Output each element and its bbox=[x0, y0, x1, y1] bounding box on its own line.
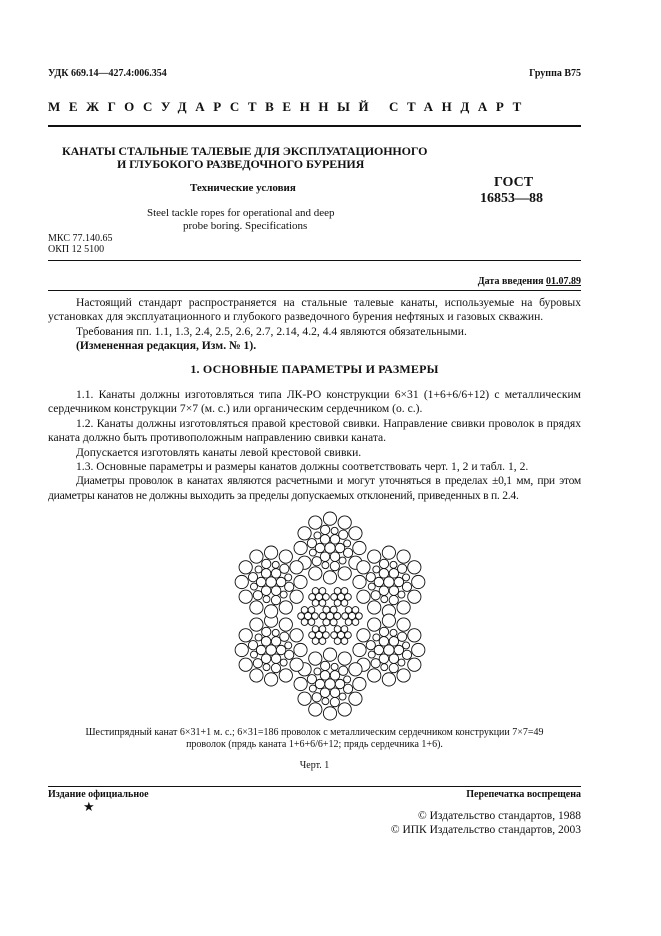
core-strand-wire bbox=[334, 638, 341, 645]
clause-1-1: 1.1. Канаты должны изготовляться типа ЛК-РО конструкции 6×31 (1+6+6/6+12) с металлическим сердечником конструкции 7×7 (м. с.) или органическим сердечником (о. с.). bbox=[48, 388, 581, 416]
core-strand-wire bbox=[356, 613, 363, 620]
document-title-line2: И ГЛУБОКОГО РАЗВЕДОЧНОГО БУРЕНИЯ bbox=[117, 157, 365, 171]
outer-strand-wire bbox=[330, 552, 340, 562]
core-strand-wire bbox=[334, 600, 341, 607]
outer-strand-wire bbox=[312, 557, 321, 566]
core-strand-wire bbox=[323, 632, 330, 639]
outer-strand-outer-wire bbox=[323, 512, 336, 525]
outer-strand-outer-wire bbox=[264, 673, 277, 686]
intro-date-label: Дата введения bbox=[477, 276, 544, 287]
outer-strand-outer-wire bbox=[309, 703, 322, 716]
outer-strand-wire bbox=[339, 530, 348, 539]
outer-strand-wire bbox=[390, 561, 397, 568]
outer-strand-outer-wire bbox=[239, 590, 252, 603]
outer-strand-wire bbox=[280, 659, 287, 666]
outer-strand-wire bbox=[344, 540, 351, 547]
outer-strand-outer-wire bbox=[264, 546, 277, 559]
intro-block bbox=[48, 296, 581, 354]
core-strand-wire bbox=[334, 588, 341, 595]
outer-strand-outer-wire bbox=[239, 629, 252, 642]
outer-strand-outer-wire bbox=[338, 703, 351, 716]
core-strand-wire bbox=[323, 606, 330, 613]
outer-strand-wire bbox=[280, 632, 289, 641]
clause-1-2-note: Допускается изготовлять канаты левой крестовой свивки. bbox=[76, 445, 362, 459]
okp-code: ОКП 12 5100 bbox=[48, 244, 105, 255]
outer-strand-wire bbox=[368, 583, 375, 590]
core-strand-wire bbox=[323, 619, 330, 626]
figure-caption-line2: проволок (прядь каната 1+6+6/6+12; прядь сердечника 1+6). bbox=[186, 739, 443, 750]
outer-strand-wire bbox=[389, 595, 398, 604]
outer-strand-outer-wire bbox=[279, 669, 292, 682]
core-strand-wire bbox=[309, 632, 316, 639]
outer-strand-wire bbox=[248, 573, 257, 582]
outer-strand-wire bbox=[371, 591, 380, 600]
rope-cross-section-figure bbox=[225, 511, 435, 721]
core-strand-wire bbox=[319, 600, 326, 607]
outer-strand-outer-wire bbox=[309, 516, 322, 529]
outer-strand-outer-wire bbox=[323, 707, 336, 720]
outer-strand-wire bbox=[314, 668, 321, 675]
interstate-standard-banner: МЕЖГОСУДАРСТВЕННЫЙ СТАНДАРТ bbox=[48, 99, 530, 114]
outer-strand-wire bbox=[373, 566, 380, 573]
outer-strand-outer-wire bbox=[408, 658, 421, 671]
outer-strand-outer-wire bbox=[397, 550, 410, 563]
core-strand-wire bbox=[345, 594, 352, 601]
outer-strand-outer-wire bbox=[294, 541, 307, 554]
outer-strand-wire bbox=[321, 525, 330, 534]
outer-strand-wire bbox=[339, 557, 346, 564]
outer-strand-outer-wire bbox=[309, 567, 322, 580]
intro-paragraph-scope: Настоящий стандарт распространяется на стальные талевые канаты, используемые на буровых установках для эксплуатационного и глубокого разведочного бурения нефтяных и газовых скважин. bbox=[48, 296, 581, 324]
outer-strand-wire bbox=[321, 661, 330, 670]
outer-strand-wire bbox=[330, 535, 340, 545]
outer-strand-outer-wire bbox=[353, 677, 366, 690]
outer-strand-wire bbox=[272, 561, 279, 568]
outer-strand-wire bbox=[339, 666, 348, 675]
outer-strand-wire bbox=[320, 552, 330, 562]
outer-strand-outer-wire bbox=[294, 575, 307, 588]
outer-strand-outer-wire bbox=[349, 663, 362, 676]
copyright-2003: © ИПК Издательство стандартов, 2003 bbox=[390, 824, 581, 836]
core-strand-wire bbox=[352, 619, 359, 626]
core-strand-wire bbox=[301, 607, 308, 614]
core-strand-wire bbox=[334, 613, 341, 620]
outer-strand-outer-wire bbox=[250, 601, 263, 614]
outer-strand-wire bbox=[271, 663, 280, 672]
core-strand-wire bbox=[312, 588, 319, 595]
outer-strand-wire bbox=[320, 688, 330, 698]
outer-strand-wire bbox=[261, 637, 271, 647]
document-title-line1: КАНАТЫ СТАЛЬНЫЕ ТАЛЕВЫЕ ДЛЯ ЭКСПЛУАТАЦИОННОГО bbox=[62, 144, 428, 158]
core-strand-wire bbox=[345, 619, 352, 626]
outer-strand-wire bbox=[271, 654, 281, 664]
outer-strand-outer-wire bbox=[323, 648, 336, 661]
header-rule bbox=[48, 125, 581, 127]
outer-strand-outer-wire bbox=[368, 669, 381, 682]
outer-strand-wire bbox=[379, 559, 388, 568]
outer-strand-outer-wire bbox=[279, 601, 292, 614]
core-strand-wire bbox=[341, 626, 348, 633]
outer-strand-outer-wire bbox=[382, 673, 395, 686]
clause-1-3: 1.3. Основные параметры и размеры канатов должны соответствовать черт. 1, 2 и табл. 1, 2. bbox=[76, 460, 529, 474]
outer-strand-outer-wire bbox=[294, 677, 307, 690]
core-strand-wire bbox=[312, 613, 319, 620]
gost-label: ГОСТ bbox=[494, 175, 534, 190]
outer-strand-outer-wire bbox=[338, 516, 351, 529]
udk-code: УДК 669.14—427.4:006.354 bbox=[48, 68, 167, 79]
group-code: Группа В75 bbox=[529, 68, 581, 79]
outer-strand-wire bbox=[320, 671, 330, 680]
outer-strand-outer-wire bbox=[250, 550, 263, 563]
core-strand-wire bbox=[308, 619, 315, 626]
outer-strand-outer-wire bbox=[357, 561, 370, 574]
outer-strand-outer-wire bbox=[290, 629, 303, 642]
outer-strand-wire bbox=[255, 634, 262, 641]
outer-strand-outer-wire bbox=[338, 652, 351, 665]
outer-strand-wire bbox=[330, 697, 339, 706]
outer-strand-wire bbox=[261, 654, 271, 664]
outer-strand-wire bbox=[271, 586, 281, 596]
outer-strand-wire bbox=[390, 629, 397, 636]
outer-strand-wire bbox=[309, 549, 316, 556]
outer-strand-outer-wire bbox=[353, 541, 366, 554]
outer-strand-outer-wire bbox=[250, 618, 263, 631]
outer-strand-wire bbox=[314, 532, 321, 539]
core-strand-wire bbox=[301, 619, 308, 626]
core-strand-wire bbox=[341, 638, 348, 645]
outer-strand-outer-wire bbox=[279, 550, 292, 563]
outer-strand-wire bbox=[379, 654, 389, 664]
outer-strand-wire bbox=[389, 586, 399, 596]
outer-strand-outer-wire bbox=[408, 629, 421, 642]
outer-strand-wire bbox=[285, 574, 292, 581]
outer-strand-wire bbox=[285, 650, 294, 659]
outer-strand-outer-wire bbox=[382, 614, 395, 627]
section1-body bbox=[48, 388, 581, 503]
figure-caption-line1: Шестипрядный канат 6×31+1 м. с.; 6×31=186 проволок с металлическим сердечником конструкции 7×7=49 bbox=[85, 727, 544, 738]
outer-strand-outer-wire bbox=[239, 658, 252, 671]
outer-strand-wire bbox=[381, 596, 388, 603]
core-strand-wire bbox=[312, 638, 319, 645]
outer-strand-outer-wire bbox=[264, 605, 277, 618]
outer-strand-wire bbox=[344, 676, 351, 683]
outer-strand-wire bbox=[250, 651, 257, 658]
core-strand-wire bbox=[330, 606, 337, 613]
core-strand-wire bbox=[312, 626, 319, 633]
mks-code: МКС 77.140.65 bbox=[48, 233, 113, 244]
section1-heading: 1. ОСНОВНЫЕ ПАРАМЕТРЫ И РАЗМЕРЫ bbox=[190, 362, 439, 376]
core-strand-wire bbox=[334, 626, 341, 633]
outer-strand-outer-wire bbox=[279, 618, 292, 631]
outer-strand-wire bbox=[402, 582, 411, 591]
copyright-1988: © Издательство стандартов, 1988 bbox=[417, 810, 581, 822]
outer-strand-outer-wire bbox=[397, 618, 410, 631]
date-rule bbox=[48, 290, 581, 291]
outer-strand-wire bbox=[285, 642, 292, 649]
outer-strand-outer-wire bbox=[323, 571, 336, 584]
outer-strand-wire bbox=[381, 664, 388, 671]
core-strand-wire bbox=[319, 588, 326, 595]
outer-strand-outer-wire bbox=[298, 692, 311, 705]
outer-strand-wire bbox=[322, 562, 329, 569]
core-strand-wire bbox=[331, 632, 338, 639]
outer-strand-wire bbox=[330, 671, 340, 680]
outer-strand-outer-wire bbox=[290, 561, 303, 574]
outer-strand-wire bbox=[389, 569, 399, 579]
outer-strand-wire bbox=[307, 675, 316, 684]
outer-strand-wire bbox=[379, 569, 389, 579]
outer-strand-wire bbox=[262, 559, 271, 568]
core-strand-wire bbox=[331, 594, 338, 601]
outer-strand-outer-wire bbox=[349, 692, 362, 705]
clause-1-2: 1.2. Канаты должны изготовляться правой крестовой свивки. Направление свивки проволок в прядях каната должно быть противоположным направлению свивки каната. bbox=[48, 416, 581, 445]
outer-strand-outer-wire bbox=[235, 575, 248, 588]
outer-strand-wire bbox=[248, 641, 257, 650]
outer-strand-wire bbox=[389, 654, 399, 664]
reprint-prohibited: Перепечатка воспрещена bbox=[466, 789, 581, 800]
outer-strand-wire bbox=[307, 539, 316, 548]
outer-strand-wire bbox=[343, 684, 352, 693]
outer-strand-outer-wire bbox=[408, 590, 421, 603]
outer-strand-wire bbox=[330, 688, 340, 698]
outer-strand-wire bbox=[331, 527, 338, 534]
outer-strand-outer-wire bbox=[290, 590, 303, 603]
figure-label: Черт. 1 bbox=[299, 760, 330, 771]
outer-strand-wire bbox=[271, 595, 280, 604]
outer-strand-wire bbox=[280, 564, 289, 573]
intro-paragraph-amendment: (Измененная редакция, Изм. № 1). bbox=[76, 339, 257, 353]
outer-strand-wire bbox=[403, 574, 410, 581]
outer-strand-wire bbox=[398, 659, 405, 666]
outer-strand-wire bbox=[271, 637, 281, 647]
outer-strand-outer-wire bbox=[349, 527, 362, 540]
outer-strand-wire bbox=[389, 637, 399, 647]
intro-date-value: 01.07.89 bbox=[546, 276, 581, 287]
outer-strand-wire bbox=[320, 535, 330, 545]
title-block-rule bbox=[48, 260, 581, 261]
outer-strand-wire bbox=[398, 564, 407, 573]
core-strand-wire bbox=[352, 607, 359, 614]
outer-strand-wire bbox=[263, 664, 270, 671]
core-strand-wire bbox=[341, 588, 348, 595]
footer-rule bbox=[48, 786, 581, 787]
outer-strand-outer-wire bbox=[290, 658, 303, 671]
outer-strand-wire bbox=[262, 627, 271, 636]
outer-strand-wire bbox=[253, 659, 262, 668]
outer-strand-outer-wire bbox=[357, 629, 370, 642]
outer-strand-outer-wire bbox=[397, 601, 410, 614]
english-title-line2: probe boring. Specifications bbox=[183, 220, 308, 232]
official-edition: Издание официальное bbox=[48, 789, 149, 800]
outer-strand-wire bbox=[330, 561, 339, 570]
core-strand-wire bbox=[342, 613, 349, 620]
outer-strand-outer-wire bbox=[353, 643, 366, 656]
outer-strand-wire bbox=[402, 650, 411, 659]
star-icon: ★ bbox=[83, 799, 95, 814]
outer-strand-wire bbox=[379, 637, 389, 647]
outer-strand-wire bbox=[263, 596, 270, 603]
core-strand-wire bbox=[298, 613, 305, 620]
outer-strand-outer-wire bbox=[239, 561, 252, 574]
outer-strand-wire bbox=[285, 582, 294, 591]
outer-strand-outer-wire bbox=[338, 567, 351, 580]
outer-strand-outer-wire bbox=[353, 575, 366, 588]
outer-strand-outer-wire bbox=[397, 669, 410, 682]
outer-strand-wire bbox=[398, 632, 407, 641]
outer-strand-outer-wire bbox=[382, 546, 395, 559]
core-strand-wire bbox=[345, 632, 352, 639]
outer-strand-wire bbox=[331, 663, 338, 670]
outer-strand-outer-wire bbox=[309, 652, 322, 665]
outer-strand-wire bbox=[253, 591, 262, 600]
clause-1-3-note: Диаметры проволок в канатах являются расчетными и могут уточняться в пределах ±0,1 мм, при этом диаметры канатов не должны выходить за пределы допускаемых отклонений, приведенных в п. 2.4. bbox=[48, 474, 581, 502]
outer-strand-wire bbox=[255, 566, 262, 573]
outer-strand-outer-wire bbox=[368, 601, 381, 614]
outer-strand-wire bbox=[312, 693, 321, 702]
gost-number: 16853—88 bbox=[480, 191, 543, 206]
intro-date bbox=[478, 276, 581, 287]
core-strand-wire bbox=[308, 607, 315, 614]
outer-strand-wire bbox=[322, 698, 329, 705]
outer-strand-wire bbox=[339, 693, 346, 700]
core-strand-wire bbox=[345, 607, 352, 614]
core-strand-wire bbox=[319, 626, 326, 633]
outer-strand-outer-wire bbox=[298, 527, 311, 540]
core-strand-wire bbox=[312, 600, 319, 607]
outer-strand-wire bbox=[309, 685, 316, 692]
core-strand-wire bbox=[319, 613, 326, 620]
outer-strand-outer-wire bbox=[368, 550, 381, 563]
outer-strand-outer-wire bbox=[368, 618, 381, 631]
outer-strand-wire bbox=[366, 641, 375, 650]
outer-strand-wire bbox=[343, 548, 352, 557]
outer-strand-outer-wire bbox=[235, 643, 248, 656]
outer-strand-wire bbox=[389, 663, 398, 672]
document-subtitle: Технические условия bbox=[190, 182, 296, 194]
outer-strand-outer-wire bbox=[408, 561, 421, 574]
outer-strand-wire bbox=[272, 629, 279, 636]
outer-strand-outer-wire bbox=[412, 575, 425, 588]
english-title-line1: Steel tackle ropes for operational and deep bbox=[147, 207, 335, 219]
outer-strand-wire bbox=[271, 569, 281, 579]
outer-strand-wire bbox=[261, 586, 271, 596]
outer-strand-wire bbox=[373, 634, 380, 641]
outer-strand-outer-wire bbox=[357, 590, 370, 603]
outer-strand-wire bbox=[398, 591, 405, 598]
core-strand-wire bbox=[323, 594, 330, 601]
outer-strand-wire bbox=[280, 591, 287, 598]
outer-strand-wire bbox=[368, 651, 375, 658]
outer-strand-wire bbox=[250, 583, 257, 590]
outer-strand-wire bbox=[366, 573, 375, 582]
outer-strand-outer-wire bbox=[250, 669, 263, 682]
core-strand-wire bbox=[309, 594, 316, 601]
core-strand-wire bbox=[330, 619, 337, 626]
core-strand-wire bbox=[341, 600, 348, 607]
outer-strand-wire bbox=[403, 642, 410, 649]
outer-strand-outer-wire bbox=[294, 643, 307, 656]
outer-strand-wire bbox=[261, 569, 271, 579]
intro-paragraph-mandatory: Требования пп. 1.1, 1.3, 2.4, 2.5, 2.6, 2.7, 2.14, 4.2, 4.4 являются обязательными. bbox=[76, 324, 467, 338]
outer-strand-outer-wire bbox=[412, 643, 425, 656]
outer-strand-wire bbox=[379, 586, 389, 596]
outer-strand-wire bbox=[371, 659, 380, 668]
outer-strand-wire bbox=[379, 627, 388, 636]
core-strand-wire bbox=[319, 638, 326, 645]
